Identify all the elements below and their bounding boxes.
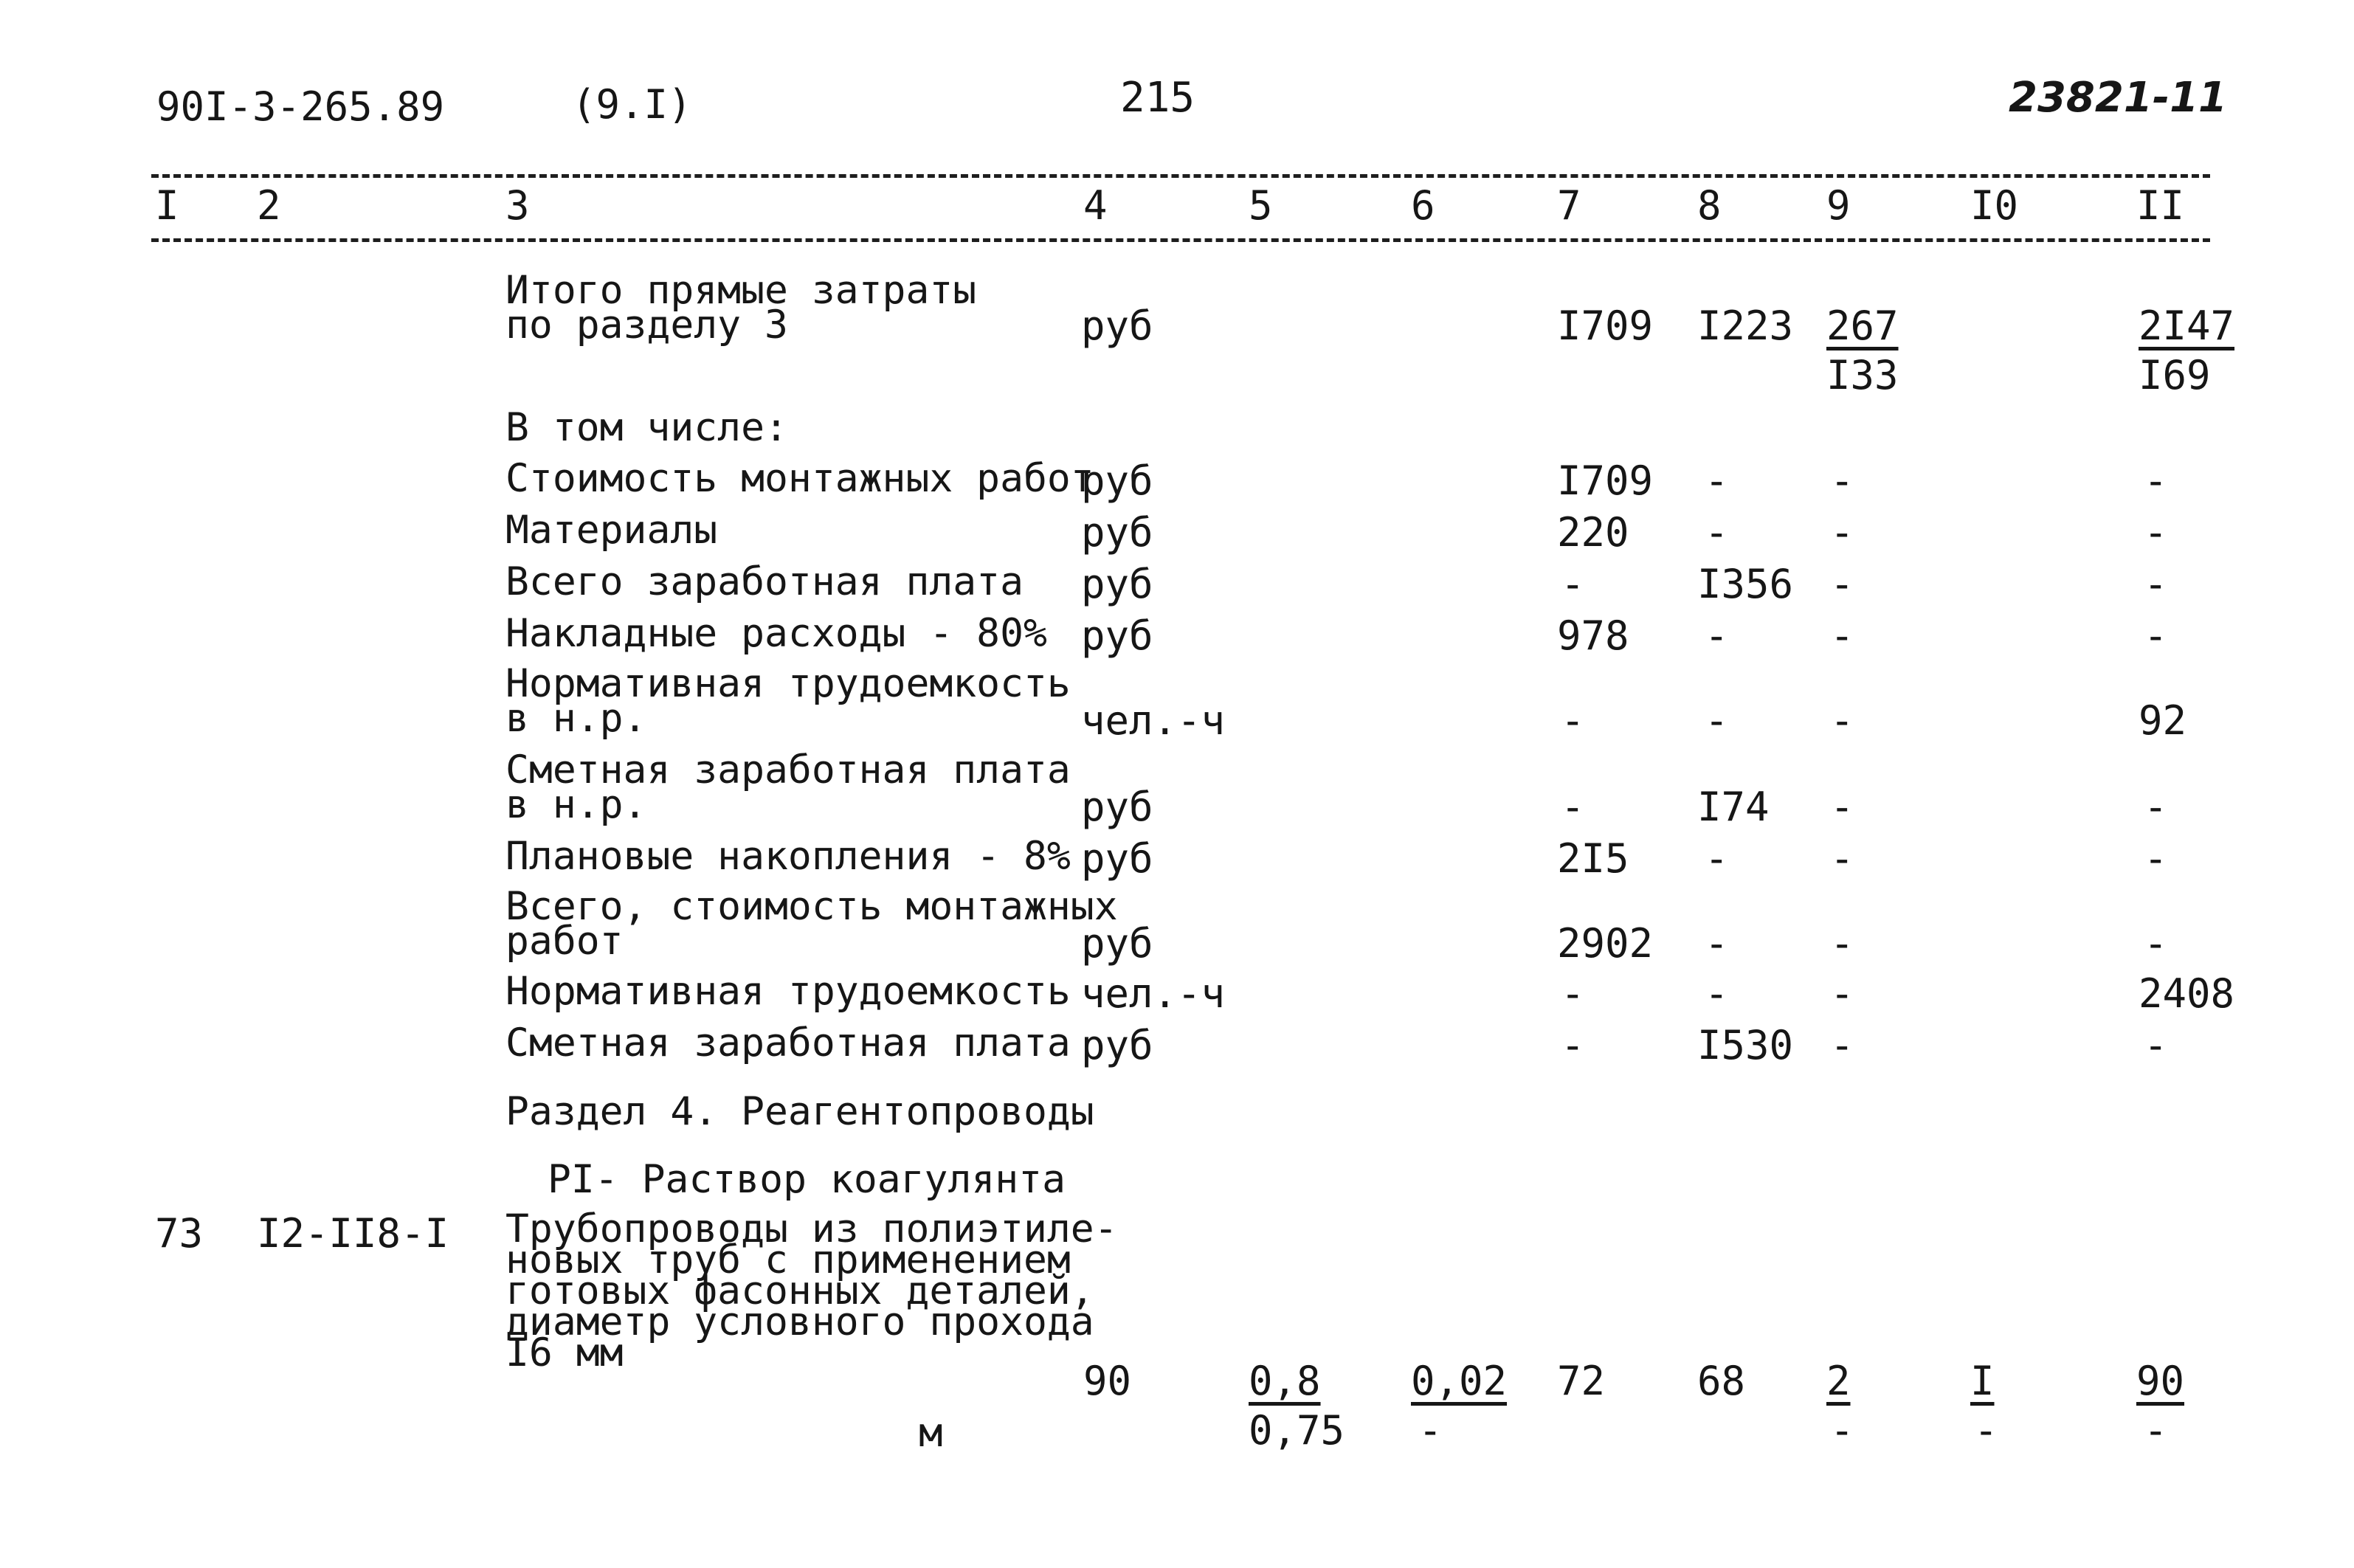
item-col10-numerator: I	[1970, 1358, 1995, 1404]
row-col8: -	[1705, 457, 1729, 504]
row-col9: -	[1830, 457, 1854, 504]
including-label: В том числе:	[505, 405, 788, 450]
column-header-1: I	[155, 182, 179, 229]
row-label: Сметная заработная плата в н.р.	[505, 747, 1071, 827]
row-label: Материалы	[505, 508, 718, 553]
table-header-bottom-rule	[151, 238, 2210, 242]
item-col5-numerator: 0,8	[1249, 1358, 1321, 1404]
row-unit: руб	[1081, 303, 1153, 349]
row-unit: руб	[1081, 509, 1153, 556]
row-col11: 92	[2139, 697, 2187, 744]
row-col7: 978	[1557, 612, 1629, 659]
row-label: Итого прямые затраты по разделу 3	[505, 268, 977, 348]
row-label: Накладные расходы - 80%	[505, 611, 1047, 656]
row-col9-denominator: I33	[1826, 352, 1899, 398]
row-col8: I530	[1697, 1022, 1794, 1068]
row-unit: руб	[1081, 561, 1153, 607]
column-header-6: 6	[1411, 182, 1435, 229]
row-unit: руб	[1081, 1022, 1153, 1068]
row-col9: -	[1830, 920, 1854, 967]
row-unit: чел.-ч	[1081, 697, 1226, 744]
row-col8: -	[1705, 920, 1729, 967]
row-col9: -	[1830, 784, 1854, 830]
row-col11: -	[2144, 835, 2168, 882]
row-label: Всего, стоимость монтажных работ	[505, 884, 1118, 964]
item-col9-numerator: 2	[1826, 1358, 1851, 1404]
row-col9-numerator: 267	[1826, 303, 1899, 349]
row-col9: -	[1830, 612, 1854, 659]
row-col11: -	[2144, 612, 2168, 659]
row-col7: I709	[1557, 457, 1654, 504]
column-header-2: 2	[257, 182, 281, 229]
row-label: Нормативная трудоемкость	[505, 969, 1071, 1014]
row-col8: -	[1705, 835, 1729, 882]
row-col11: -	[2144, 1022, 2168, 1068]
column-header-3: 3	[505, 182, 530, 229]
row-col8: -	[1705, 970, 1729, 1017]
row-col9: -	[1830, 1022, 1854, 1068]
row-unit: руб	[1081, 920, 1153, 967]
row-col8: I356	[1697, 561, 1794, 607]
row-unit: чел.-ч	[1081, 970, 1226, 1017]
row-label: Всего заработная плата	[505, 559, 1024, 604]
row-col9: -	[1830, 697, 1854, 744]
column-header-9: 9	[1826, 182, 1851, 229]
row-col7: 220	[1557, 509, 1629, 556]
row-col8: -	[1705, 697, 1729, 744]
item-col4: 90	[1083, 1358, 1132, 1404]
item-col11-numerator: 90	[2136, 1358, 2185, 1404]
item-description: Трубопроводы из полиэтиле- новых труб с применением готовых фасонных деталей, диаметр условного прохода I6 мм	[505, 1206, 1118, 1375]
row-col8: -	[1705, 509, 1729, 556]
row-col7: -	[1561, 697, 1585, 744]
column-header-8: 8	[1697, 182, 1722, 229]
row-col11: -	[2144, 784, 2168, 830]
item-col7: 72	[1557, 1358, 1606, 1404]
row-unit: руб	[1081, 784, 1153, 830]
item-col10-denominator: -	[1974, 1407, 1998, 1454]
item-unit: м	[919, 1409, 943, 1456]
item-col9-denominator: -	[1830, 1407, 1854, 1454]
row-label: Нормативная трудоемкость в н.р.	[505, 661, 1071, 741]
column-header-11: II	[2136, 182, 2185, 229]
row-col9: -	[1830, 509, 1854, 556]
row-unit: руб	[1081, 457, 1153, 504]
row-label: Плановые накопления - 8%	[505, 834, 1071, 879]
row-col9: -	[1830, 970, 1854, 1017]
item-col6-numerator: 0,02	[1411, 1358, 1508, 1404]
item-number: 73	[155, 1210, 204, 1257]
item-col8: 68	[1697, 1358, 1746, 1404]
row-col11: -	[2144, 920, 2168, 967]
item-col6-denominator: -	[1418, 1407, 1443, 1454]
section-reference: (9.I)	[572, 81, 692, 128]
row-col7: -	[1561, 784, 1585, 830]
row-col8: I223	[1697, 303, 1794, 349]
row-label: Стоимость монтажных работ	[505, 456, 1094, 501]
row-col7: 2902	[1557, 920, 1654, 967]
subsection-title: PI- Раствор коагулянта	[548, 1157, 1066, 1202]
row-unit: руб	[1081, 612, 1153, 659]
row-col11: 2408	[2139, 970, 2235, 1017]
row-col7: 2I5	[1557, 835, 1629, 882]
row-col11: -	[2144, 561, 2168, 607]
row-col11: -	[2144, 457, 2168, 504]
document-code: 90I-3-265.89	[156, 83, 445, 130]
row-col8: -	[1705, 612, 1729, 659]
column-header-4: 4	[1083, 182, 1108, 229]
section-title: Раздел 4. Реагентопроводы	[505, 1089, 1094, 1134]
row-col9: -	[1830, 835, 1854, 882]
row-col7: I709	[1557, 303, 1654, 349]
column-header-10: I0	[1970, 182, 2019, 229]
row-col7: -	[1561, 1022, 1585, 1068]
row-unit: руб	[1081, 835, 1153, 882]
item-code: I2-II8-I	[257, 1210, 449, 1257]
column-header-5: 5	[1249, 182, 1273, 229]
table-header-top-rule	[151, 174, 2210, 178]
row-col8: I74	[1697, 784, 1770, 830]
row-col9: -	[1830, 561, 1854, 607]
row-col11-denominator: I69	[2139, 352, 2211, 398]
row-col11: -	[2144, 509, 2168, 556]
row-col7: -	[1561, 561, 1585, 607]
sheet-code: 23821-11	[2009, 74, 2227, 122]
row-col11-numerator: 2I47	[2139, 303, 2235, 349]
column-header-7: 7	[1557, 182, 1581, 229]
item-col11-denominator: -	[2144, 1407, 2168, 1454]
item-col5-denominator: 0,75	[1249, 1407, 1345, 1454]
row-label: Сметная заработная плата	[505, 1020, 1071, 1066]
row-col7: -	[1561, 970, 1585, 1017]
page-number: 215	[1120, 74, 1195, 122]
